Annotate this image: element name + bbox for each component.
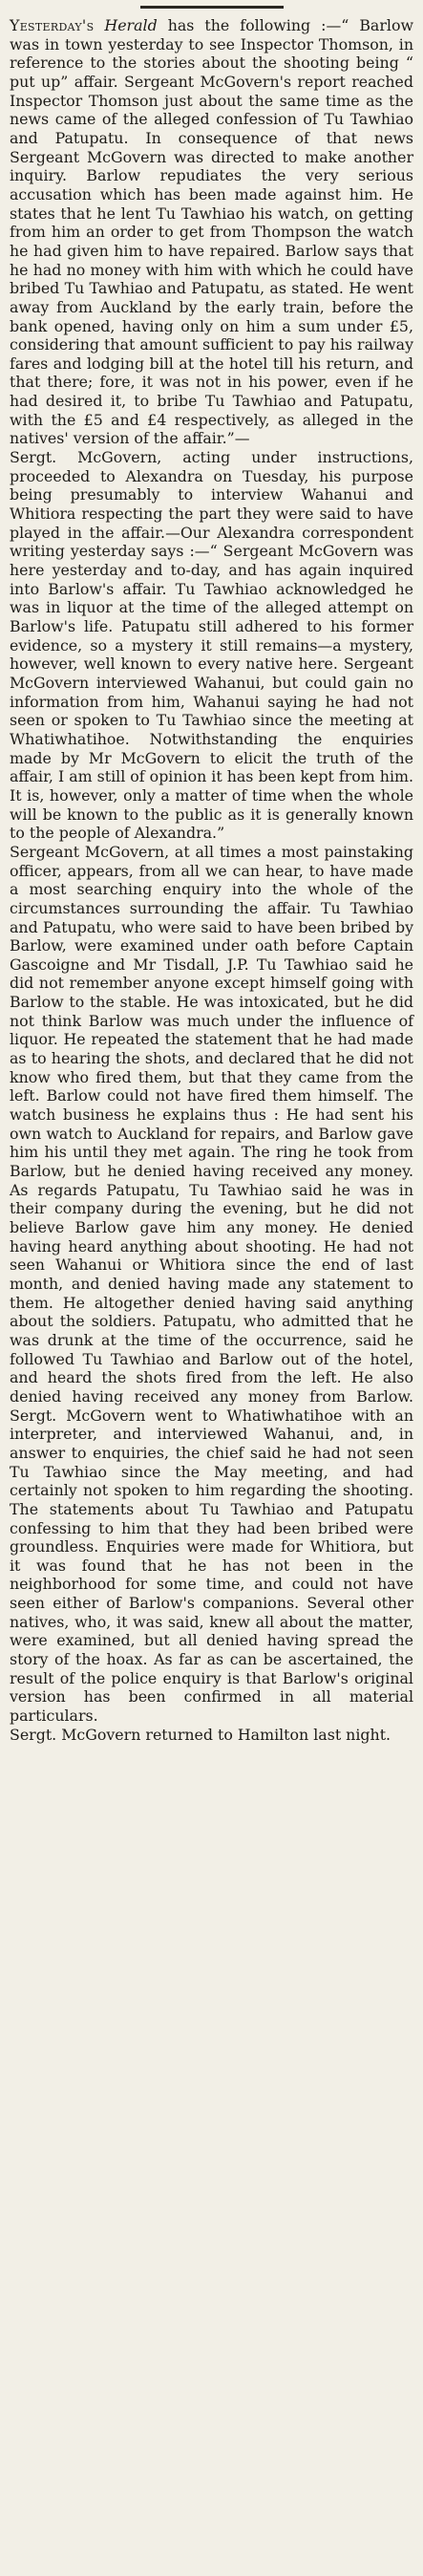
- paragraph-4: Sergt. McGovern returned to Hamilton last night.: [10, 1725, 391, 1744]
- column-rule: [140, 6, 284, 9]
- newspaper-name: Herald: [104, 16, 158, 34]
- paragraph-2: Sergt. McGovern, acting under instructions, proceeded to Alexandra on Tuesday, his purpose being presumably to interview Wahanui and Whitiora respecting the part they were said to have played in the affair.—Our Alexandra correspondent writing yesterday says :—“ Sergeant McGovern was here yesterday and to-day, and has again inquired into Barlow's affair. Tu Tawhiao acknowledged he was in liquor at the time of the alleged attempt on Barlow's life. Patupatu still adhered to his former evidence, so a mystery it still remains—a mystery, however, well known to every native here. Sergeant McGovern interviewed Wahanui, but could gain no information from him, Wahanui saying he had not seen or spoken to Tu Tawhiao since the meeting at Whatiwhatihoe. Notwithstanding the enquiries made by Mr McGovern to elicit the truth of the affair, I am still of opinion it has been kept from him. It is, however, only a matter of time when the whole will be known to the public as it is generally known to the people of Alexandra.”: [10, 448, 413, 843]
- article-body: [10, 16, 413, 1744]
- paragraph-1-text: has the following :—“ Barlow was in town yesterday to see Inspector Thomson, in reference to the stories about the shooting being “ put up” affair. Sergeant McGovern's report reached Inspector Thomson just about the same time as the news came of the alleged confession of Tu Tawhiao and Patupatu. In consequence of that news Sergeant McGovern was directed to make another inquiry. Barlow repudiates the very serious accusation which has been made against him. He states that he lent Tu Tawhiao his watch, on getting from him an order to get from Thompson the watch he had given him to have repaired. Barlow says that he had no money with him with which he could have bribed Tu Tawhiao and Patupatu, as stated. He went away from Auckland by the early train, before the bank opened, having only on him a sum under £5, considering that amount sufficient to pay his railway fares and lodging bill at the hotel till his return, and that there; fore, it was not in his power, even if he had desired it, to bribe Tu Tawhiao and Patupatu, with the £5 and £4 respectively, as alleged in the natives' version of the affair.”—: [10, 16, 413, 448]
- paragraph-1: [10, 16, 413, 448]
- paragraph-3: Sergeant McGovern, at all times a most painstaking officer, appears, from all we can hear, to have made a most searching enquiry into the whole of the circumstances surrounding the affair. Tu Tawhiao and Patupatu, who were said to have been bribed by Barlow, were examined under oath before Captain Gascoigne and Mr Tisdall, J.P. Tu Tawhiao said he did not remember anyone except himself going with Barlow to the stable. He was intoxicated, but he did not think Barlow was much under the influence of liquor. He repeated the statement that he had made as to hearing the shots, and declared that he did not know who fired them, but that they came from the left. Barlow could not have fired them himself. The watch business he explains thus : He had sent his own watch to Auckland for repairs, and Barlow gave him his until they met again. The ring he took from Barlow, but he denied having received any money. As regards Patupatu, Tu Tawhiao said he was in their company during the evening, but he did not believe Barlow gave him any money. He denied having heard anything about shooting. He had not seen Wahanui or Whitiora since the end of last month, and denied having made any statement to them. He altogether denied having said anything about the soldiers. Patupatu, who admitted that he was drunk at the time of the occurrence, said he followed Tu Tawhiao and Barlow out of the hotel, and heard the shots fired from the left. He also denied having received any money from Barlow. Sergt. McGovern went to Whatiwhatihoe with an interpreter, and interviewed Wahanui, and, in answer to enquiries, the chief said he had not seen Tu Tawhiao since the May meeting, and had certainly not spoken to him regarding the shooting. The statements about Tu Tawhiao and Patupatu confessing to him that they had been bribed were groundless. Enquiries were made for Whitiora, but it was found that he has not been in the neighborhood for some time, and could not have seen either of Barlow's companions. Several other natives, who, it was said, knew all about the matter, were examined, but all denied having spread the story of the hoax. As far as can be ascertained, the result of the police enquiry is that Barlow's original version has been confirmed in all material particulars.: [10, 842, 413, 1726]
- intro-lead: Yesterday's: [10, 16, 95, 34]
